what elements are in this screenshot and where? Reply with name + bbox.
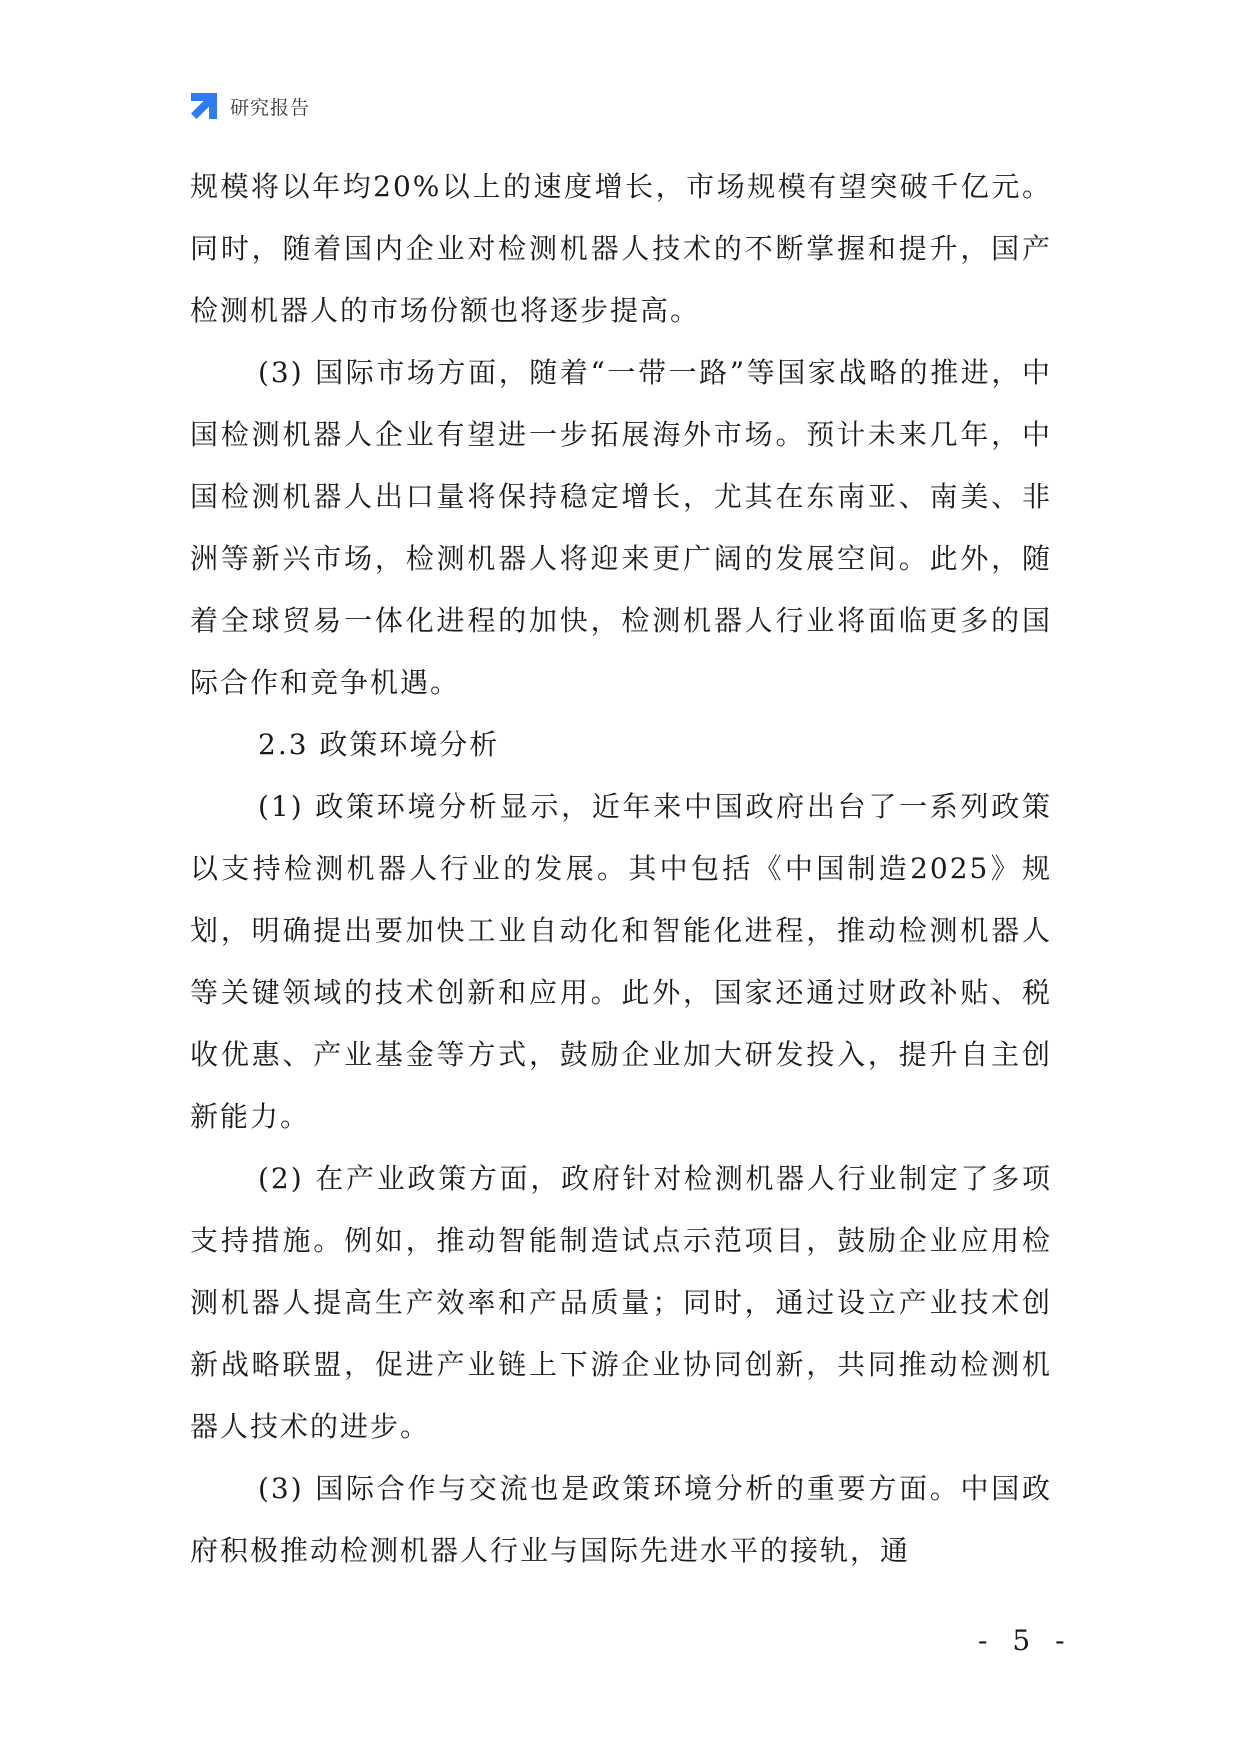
header-title: 研究报告 [230, 96, 311, 119]
paragraph-policy-3: (3) 国际合作与交流也是政策环境分析的重要方面。中国政府积极推动检测机器人行业与国际先进水平的接轨，通 [190, 1472, 1052, 1567]
report-header [188, 90, 310, 122]
section-heading: 2.3 政策环境分析 [258, 728, 500, 761]
paragraph-continuation: 规模将以年均20%以上的速度增长，市场规模有望突破千亿元。同时，随着国内企业对检测机器人技术的不断掌握和提升，国产检测机器人的市场份额也将逐步提高。 [190, 170, 1052, 327]
paragraph-policy-2: (2) 在产业政策方面，政府针对检测机器人行业制定了多项支持措施。例如，推动智能制造试点示范项目，鼓励企业应用检测机器人提高生产效率和产品质量；同时，通过设立产业技术创新战略联盟，促进产业链上下游企业协同创新，共同推动检测机器人技术的进步。 [190, 1162, 1052, 1443]
arrow-up-right-icon [188, 90, 220, 122]
paragraph-market-international: (3) 国际市场方面，随着“一带一路”等国家战略的推进，中国检测机器人企业有望进一步拓展海外市场。预计未来几年，中国检测机器人出口量将保持稳定增长，尤其在东南亚、南美、非洲等新兴市场，检测机器人将迎来更广阔的发展空间。此外，随着全球贸易一体化进程的加快，检测机器人行业将面临更多的国际合作和竞争机遇。 [190, 356, 1052, 699]
paragraph-policy-1: (1) 政策环境分析显示，近年来中国政府出台了一系列政策以支持检测机器人行业的发展。其中包括《中国制造2025》规划，明确提出要加快工业自动化和智能化进程，推动检测机器人等关键领域的技术创新和应用。此外，国家还通过财政补贴、税收优惠、产业基金等方式，鼓励企业加大研发投入，提升自主创新能力。 [190, 790, 1052, 1133]
document-body [190, 156, 1052, 1582]
page-number: - 5 - [978, 1624, 1073, 1657]
